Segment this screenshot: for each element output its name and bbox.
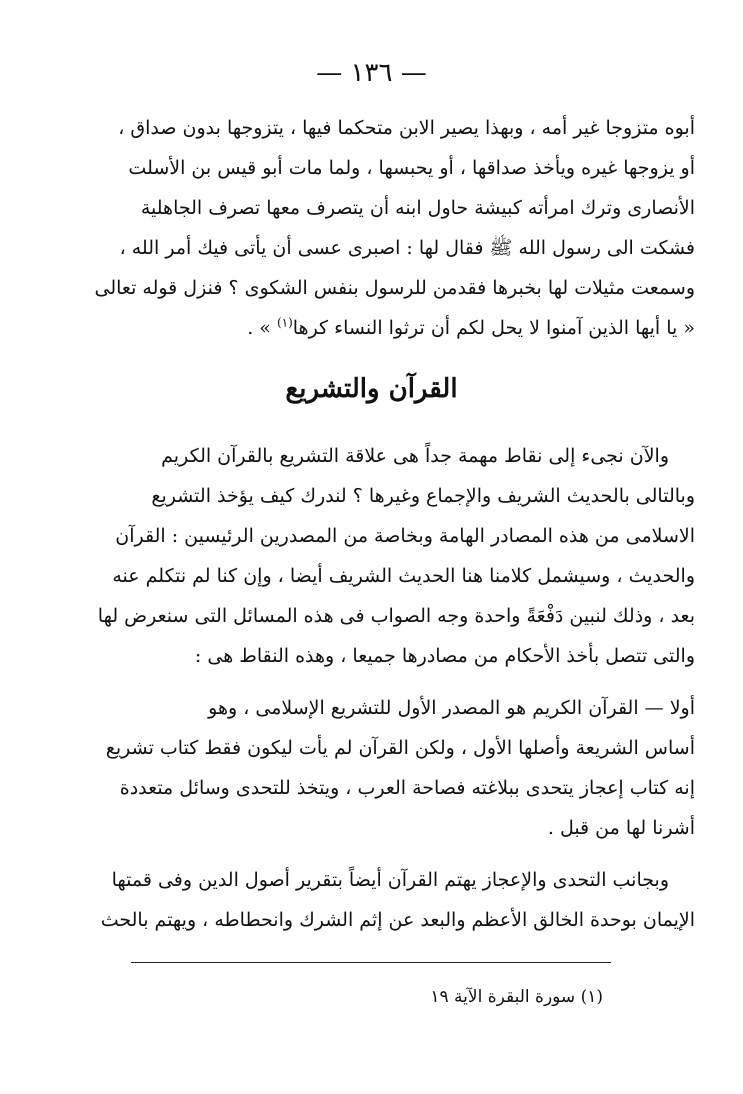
verse-close: » . [247,317,277,339]
text-line: والتى تتصل بأخذ الأحكام من مصادرها جميعا ، وهذه النقاط هى : [194,645,695,667]
text-line: أو يزوجها غيره ويأخذ صداقها ، أو يحبسها ، ولما مات أبو قيس بن الأسلت [128,157,695,179]
text-line: وسمعت مثيلات لها بخبرها فقدمن للرسول بنفس الشكوى ؟ فنزل قوله تعالى [94,277,695,299]
paragraph-inheritance [55,108,695,348]
footnote-marker: (١) [276,315,293,330]
text-line: وبالتالى بالحديث الشريف والإجماع وغيرها ؟ لندرك كيف يؤخذ التشريع [151,485,695,507]
text-line: أساس الشريعة وأصلها الأول ، ولكن القرآن لم يأت ليكون فقط كتاب تشريع [105,737,695,759]
text-line: بعد ، وذلك لنبين دَفْعَةً واحدة وجه الصواب فى هذه المسائل التى سنعرض لها [97,605,695,627]
text-line: الأنصارى وترك امرأته كبيشة حاول ابنه أن يتصرف معها تصرف الجاهلية [140,197,695,219]
text-line-with-footnote [55,308,695,348]
section-heading: القرآن والتشريع [285,374,458,404]
verse-text: « يا أيها الذين آمنوا لا يحل لكم أن ترثوا النساء كرها [292,317,695,339]
text-line: والحديث ، وسيشمل كلامنا هنا الحديث الشريف أيضا ، وإن كنا لم نتكلم عنه [112,565,695,587]
paragraph-first-point [55,688,695,848]
text-line: الإيمان بوحدة الخالق الأعظم والبعد عن إثم الشرك وانحطاطه ، ويهتم بالحث [100,909,695,931]
paragraph-intro [55,436,695,676]
text-line: أولا — القرآن الكريم هو المصدر الأول للتشريع الإسلامى ، وهو [208,697,695,719]
text-line: وبجانب التحدى والإعجاز يهتم القرآن أيضاً بتقرير أصول الدين وفى قمتها [111,869,669,891]
text-line: أشرنا لها من قبل . [547,817,695,839]
footnote-divider [131,962,611,963]
text-line: أبوه متزوجا غير أمه ، وبهذا يصير الابن متحكما فيها ، يتزوجها بدون صداق ، [118,117,695,139]
text-line: إنه كتاب إعجاز يتحدى ببلاغته فصاحة العرب ، ويتخذ للتحدى وسائل متعددة [119,777,695,799]
paragraph-challenge [55,860,695,940]
footnote: (١) سورة البقرة الآية ١٩ [430,987,603,1007]
text-line: الاسلامى من هذه المصادر الهامة وبخاصة من المصدرين الرئيسين : القرآن [115,525,695,547]
text-line: فشكت الى رسول الله ﷺ فقال لها : اصبرى عسى أن يأتى فيك أمر الله ، [119,237,695,259]
text-line: والآن نجىء إلى نقاط مهمة جداً هى علاقة التشريع بالقرآن الكريم [161,445,669,467]
page-number: — ١٣٦ — [316,58,427,88]
